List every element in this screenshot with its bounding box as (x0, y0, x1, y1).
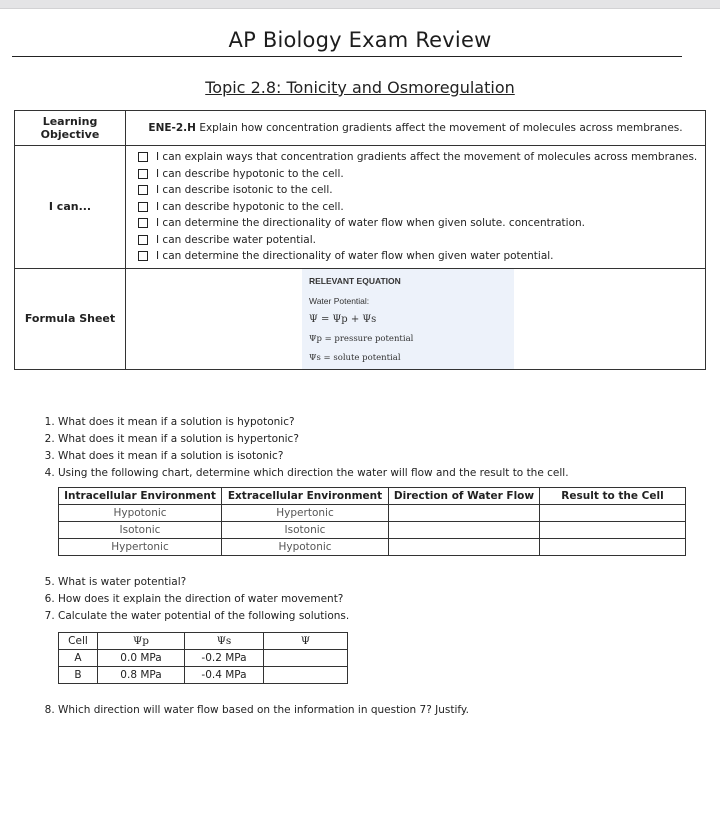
equation-subheading: Water Potential: (309, 295, 370, 306)
table-cell: 0.0 MPa (98, 650, 185, 667)
table-header: Cell (59, 633, 98, 650)
objective-text: Explain how concentration gradients affect the movement of molecules across membranes. (199, 122, 683, 134)
title-divider (12, 56, 682, 57)
table-cell: Hypertonic (222, 505, 389, 522)
answer-cell[interactable] (264, 650, 348, 667)
ican-item: I can describe water potential. (156, 232, 701, 249)
question-item: 3. What does it mean if a solution is isotonic? (58, 448, 569, 465)
topic-text: Topic 2.8: Tonicity and Osmoregulation (205, 78, 515, 97)
table-cell: Hypotonic (222, 539, 389, 556)
learning-objective-table (14, 110, 706, 370)
question-item: 1. What does it mean if a solution is hypotonic? (58, 414, 569, 431)
ican-row (15, 146, 706, 269)
answer-cell[interactable] (540, 505, 686, 522)
water-potential-table (58, 632, 348, 684)
table-row (59, 522, 686, 539)
answer-cell[interactable] (264, 667, 348, 684)
questions-list-1 (36, 414, 569, 482)
checkbox-icon[interactable] (138, 202, 148, 212)
answer-cell[interactable] (389, 539, 540, 556)
objective-row (15, 111, 706, 146)
page-title: AP Biology Exam Review (228, 28, 492, 52)
checkbox-icon[interactable] (138, 218, 148, 228)
ican-label: I can... (15, 146, 126, 269)
table-row (59, 650, 348, 667)
table-cell: B (59, 667, 98, 684)
objective-code: ENE-2.H (148, 122, 196, 134)
ican-item: I can determine the directionality of water flow when given water potential. (156, 248, 701, 265)
topic-heading (0, 78, 720, 97)
checkbox-icon[interactable] (138, 152, 148, 162)
checkbox-icon[interactable] (138, 235, 148, 245)
table-header: Intracellular Environment (59, 488, 222, 505)
ican-cell (126, 146, 706, 269)
question-item: 2. What does it mean if a solution is hypertonic? (58, 431, 569, 448)
formula-label: Formula Sheet (15, 268, 126, 369)
objective-label: Learning Objective (15, 111, 126, 146)
table-cell: Isotonic (59, 522, 222, 539)
table-cell: 0.8 MPa (98, 667, 185, 684)
tonicity-table (58, 487, 686, 556)
question-item: 6. How does it explain the direction of water movement? (58, 591, 349, 608)
ican-checklist (126, 146, 705, 268)
table-header: Result to the Cell (540, 488, 686, 505)
table-cell: A (59, 650, 98, 667)
table-header-row (59, 488, 686, 505)
table-cell: -0.2 MPa (185, 650, 264, 667)
question-item: 4. Using the following chart, determine which direction the water will flow and the result to the cell. (58, 465, 569, 482)
pressure-potential-line: Ψp = pressure potential (309, 333, 414, 344)
ican-item: I can determine the directionality of water flow when given solute. concentration. (156, 215, 701, 232)
table-header: Direction of Water Flow (389, 488, 540, 505)
ican-item: I can describe isotonic to the cell. (156, 182, 701, 199)
checkbox-icon[interactable] (138, 169, 148, 179)
table-row (59, 539, 686, 556)
solute-potential-line: Ψs = solute potential (309, 352, 401, 363)
objective-cell (126, 111, 706, 146)
table-header: Ψs (185, 633, 264, 650)
question-item: 7. Calculate the water potential of the following solutions. (58, 608, 349, 625)
answer-cell[interactable] (389, 505, 540, 522)
table-header: Ψ (264, 633, 348, 650)
questions-list-2 (36, 574, 349, 625)
table-row (59, 505, 686, 522)
answer-cell[interactable] (540, 522, 686, 539)
formula-cell (126, 268, 706, 369)
table-row (59, 667, 348, 684)
question-item: 5. What is water potential? (58, 574, 349, 591)
table-header: Extracellular Environment (222, 488, 389, 505)
ican-item: I can describe hypotonic to the cell. (156, 166, 701, 183)
relevant-equation-box (302, 269, 514, 369)
table-cell: Isotonic (222, 522, 389, 539)
window-top-bar (0, 0, 720, 9)
equation-heading: RELEVANT EQUATION (309, 275, 401, 286)
formula-row (15, 268, 706, 369)
table-header-row (59, 633, 348, 650)
ican-item: I can explain ways that concentration gradients affect the movement of molecules across membranes. (156, 149, 701, 166)
answer-cell[interactable] (389, 522, 540, 539)
ican-item: I can describe hypotonic to the cell. (156, 199, 701, 216)
question-item: 8. Which direction will water flow based on the information in question 7? Justify. (58, 702, 469, 719)
table-header: Ψp (98, 633, 185, 650)
checkbox-icon[interactable] (138, 185, 148, 195)
questions-list-3 (36, 702, 469, 719)
table-cell: Hypotonic (59, 505, 222, 522)
water-potential-formula: Ψ = Ψp + Ψs (309, 313, 377, 325)
checkbox-icon[interactable] (138, 251, 148, 261)
answer-cell[interactable] (540, 539, 686, 556)
table-cell: Hypertonic (59, 539, 222, 556)
table-cell: -0.4 MPa (185, 667, 264, 684)
